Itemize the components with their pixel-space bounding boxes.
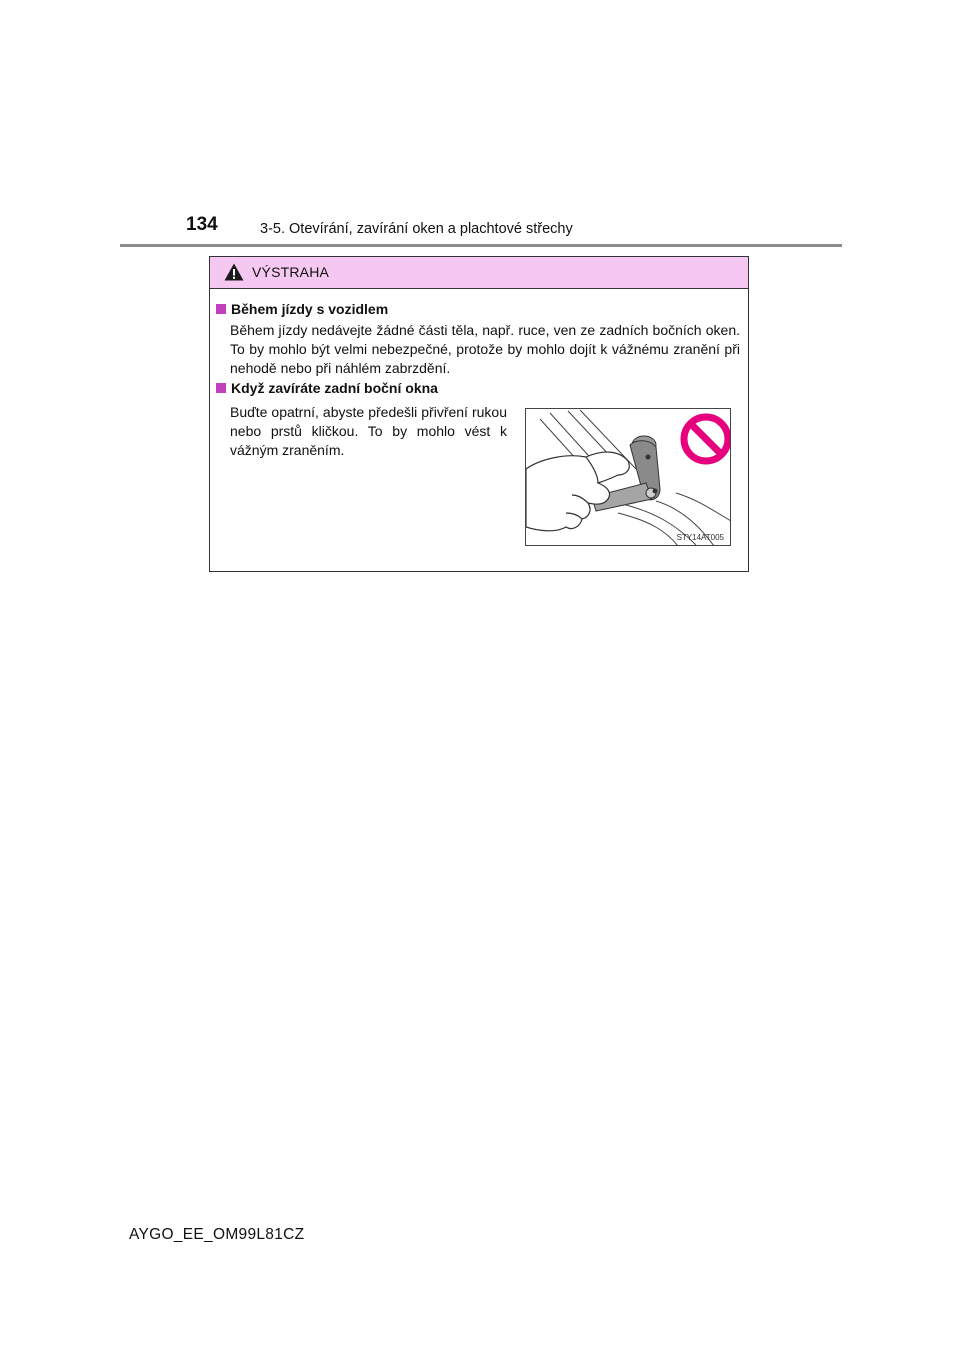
section-title: 3-5. Otevírání, zavírání oken a plachtové střechy (260, 221, 573, 237)
warning-title: VÝSTRAHA (252, 264, 330, 280)
page-number: 134 (186, 214, 218, 235)
bullet-square-icon (216, 304, 226, 314)
header-rule (120, 244, 842, 247)
warning-box (209, 256, 749, 572)
window-crank-hand-illustration (526, 409, 731, 546)
item-heading-closing (216, 380, 438, 396)
illustration (525, 408, 731, 546)
item-heading-text: Když zavíráte zadní boční okna (231, 380, 438, 396)
item-body-closing: Buďte opatrní, abyste předešli přivření rukou nebo prstů kličkou. To by mohlo vést k vážným zraněním. (230, 404, 507, 458)
warning-triangle-icon (224, 263, 244, 281)
item-heading-text: Během jízdy s vozidlem (231, 301, 389, 317)
item-heading-driving (216, 301, 388, 317)
item-body-driving: Během jízdy nedávejte žádné části těla, např. ruce, ven ze zadních bočních oken. To by mohlo být velmi nebezpečné, protože by mohlo dojít k vážnému zranění při nehodě nebo při náhlém zabrzdění. (230, 322, 740, 376)
footer-doc-code: AYGO_EE_OM99L81CZ (129, 1226, 305, 1243)
illustration-code: STY14AT005 (676, 533, 724, 542)
bullet-square-icon (216, 383, 226, 393)
warning-header (210, 257, 748, 289)
